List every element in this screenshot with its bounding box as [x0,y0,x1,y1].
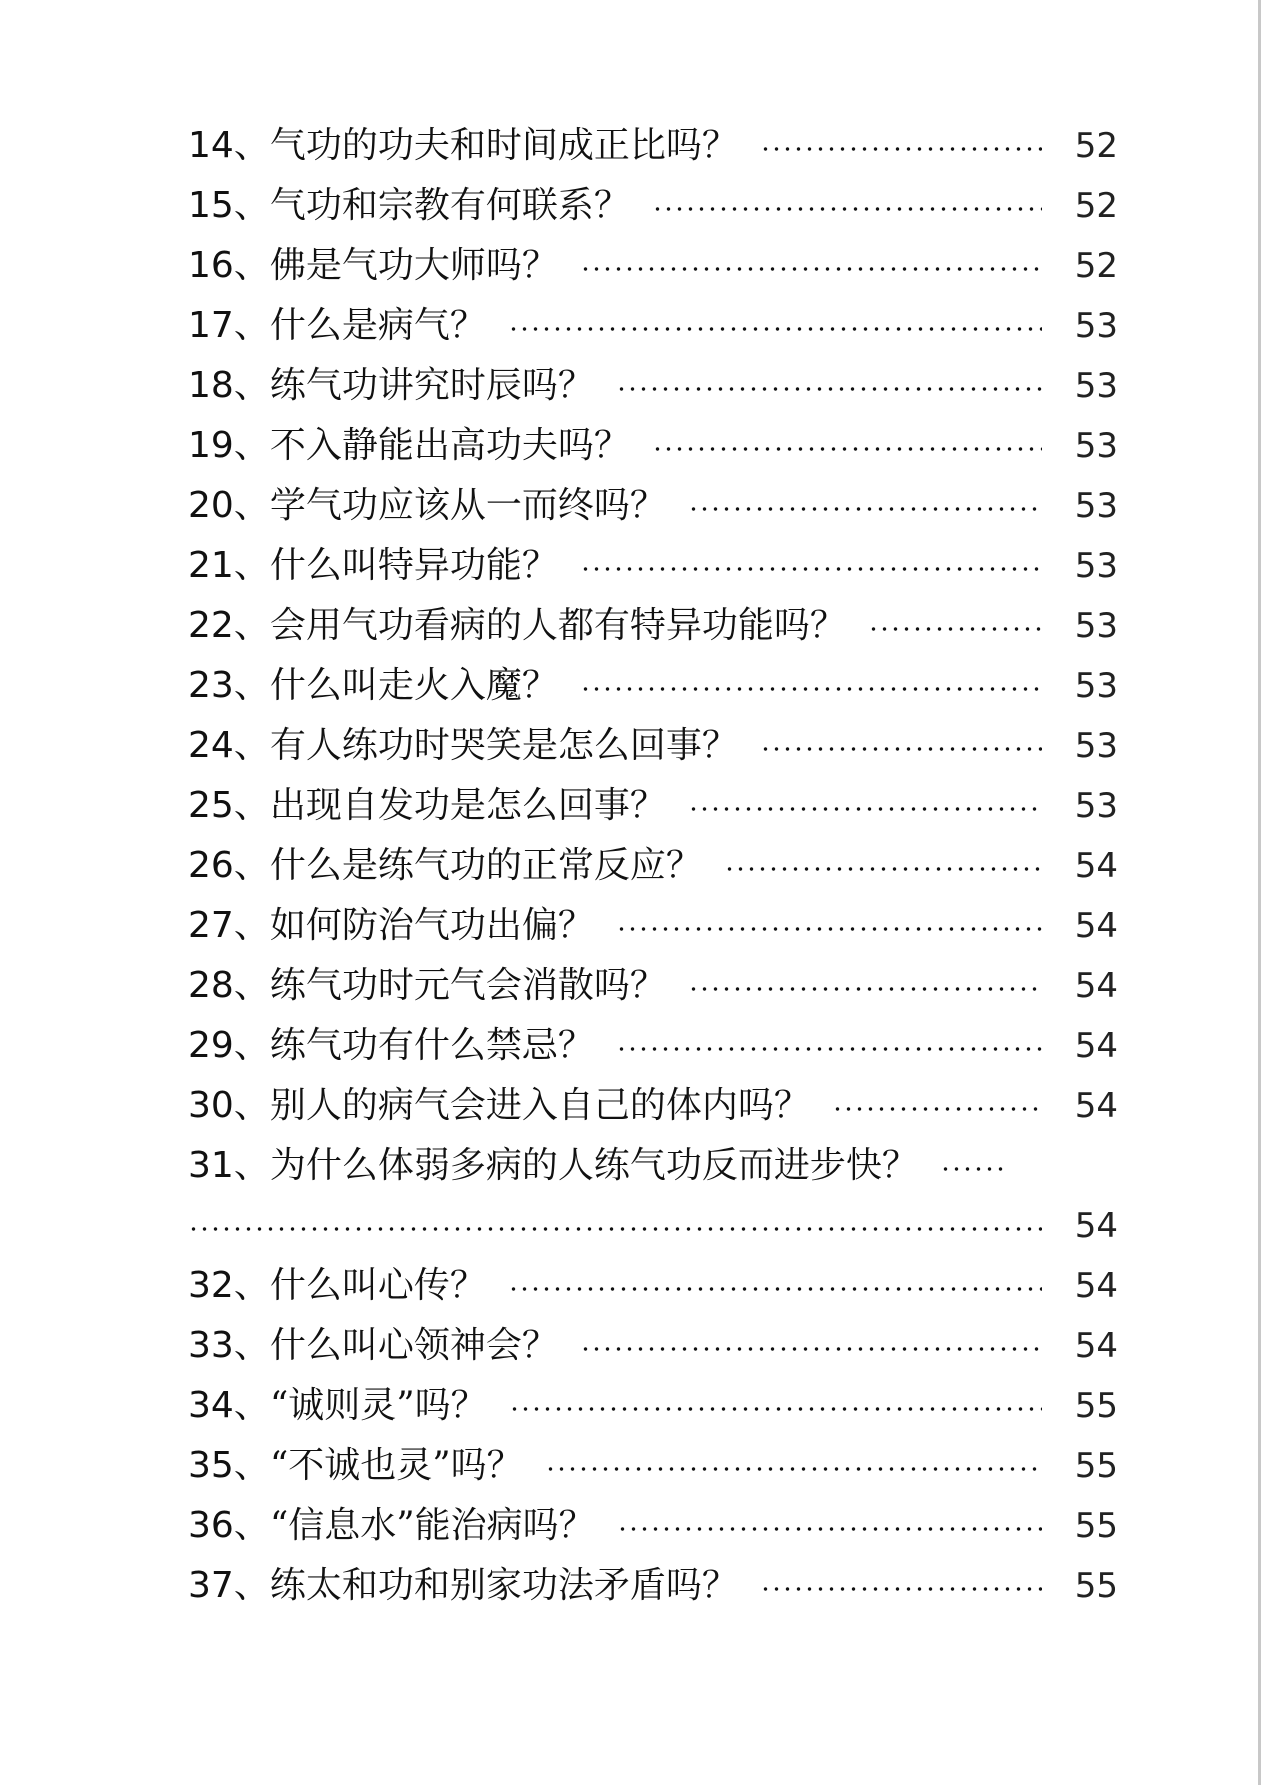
toc-entry-title: 、什么是病气？ [233,305,486,346]
dot-leader [580,236,1042,296]
toc-entry-number: 32 [188,1265,234,1306]
toc-entry-17[interactable] [188,296,1118,356]
dot-leader [509,1376,1042,1436]
toc-entry-26[interactable] [188,836,1118,896]
toc-entry-22[interactable] [188,596,1118,656]
toc-entry-title: 、“不诚也灵”吗？ [233,1445,523,1486]
toc-entry-page: 53 [1074,306,1118,346]
toc-entry-page: 53 [1074,486,1118,526]
dot-leader [508,296,1042,356]
toc-entry-page: 52 [1074,126,1118,166]
dot-leader [508,1256,1042,1316]
dot-leader [652,416,1042,476]
toc-entry-title: 、练太和功和别家功法矛盾吗？ [233,1565,738,1606]
toc-entry-16[interactable] [188,236,1118,296]
toc-entry-number: 14 [188,125,234,166]
dot-leader [868,596,1042,656]
toc-entry-page: 55 [1074,1386,1118,1426]
dot-leader [616,896,1042,956]
toc-entry-24[interactable] [188,716,1118,776]
toc-entry-number: 28 [188,965,234,1006]
toc-entry-title: 、什么是练气功的正常反应？ [233,845,702,886]
toc-entry-35[interactable] [188,1436,1118,1496]
toc-entry-14[interactable] [188,116,1118,176]
toc-entry-19[interactable] [188,416,1118,476]
dot-leader [616,1016,1042,1076]
toc-entry-number: 25 [188,785,234,826]
toc-entry-number: 20 [188,485,234,526]
toc-entry-number: 35 [188,1445,234,1486]
toc-entry-number: 24 [188,725,234,766]
toc-entry-page: 53 [1074,666,1118,706]
toc-entry-28[interactable] [188,956,1118,1016]
toc-entry-18[interactable] [188,356,1118,416]
toc-entry-32[interactable] [188,1256,1118,1316]
toc-entry-title: 、有人练功时哭笑是怎么回事？ [233,725,738,766]
toc-entry-title: 、佛是气功大师吗？ [233,245,558,286]
dot-leader [688,476,1042,536]
toc-entry-title: 、练气功有什么禁忌？ [233,1025,594,1066]
dot-leader [580,536,1042,596]
toc-entry-page: 52 [1074,186,1118,226]
toc-entry-27[interactable] [188,896,1118,956]
toc-entry-page: 55 [1074,1506,1118,1546]
toc-entry-title: 、如何防治气功出偏？ [233,905,594,946]
toc-entry-number: 22 [188,605,234,646]
dot-leader [760,716,1042,776]
toc-entry-34[interactable] [188,1376,1118,1436]
toc-entry-title: 、“信息水”能治病吗？ [233,1505,595,1546]
toc-entry-title: 、学气功应该从一而终吗？ [233,485,666,526]
toc-entry-title: 、什么叫心传？ [233,1265,486,1306]
toc-entry-title: 、“诚则灵”吗？ [233,1385,487,1426]
toc-entry-21[interactable] [188,536,1118,596]
toc-entry-20[interactable] [188,476,1118,536]
toc-entry-page: 52 [1074,246,1118,286]
toc-entry-page: 54 [1074,1086,1118,1126]
dot-leader [760,116,1042,176]
toc-entry-number: 33 [188,1325,234,1366]
toc-entry-29[interactable] [188,1016,1118,1076]
toc-entry-number: 30 [188,1085,234,1126]
toc-entry-number: 16 [188,245,234,286]
toc-entry-number: 21 [188,545,234,586]
toc-entry-page: 53 [1074,366,1118,406]
dot-leader [188,1196,1042,1256]
dot-leader [832,1076,1042,1136]
toc-entry-number: 37 [188,1565,234,1606]
dot-leader [940,1136,1006,1196]
toc-entry-page: 54 [1074,1326,1118,1366]
toc-entry-title: 、练气功讲究时辰吗？ [233,365,594,406]
dot-leader [688,776,1042,836]
dot-leader [616,356,1042,416]
toc-entry-number: 31 [188,1145,234,1186]
toc-entry-title: 、气功的功夫和时间成正比吗？ [233,125,738,166]
toc-entry-page: 54 [1074,966,1118,1006]
toc-entry-page: 54 [1074,1266,1118,1306]
toc-entry-number: 27 [188,905,234,946]
toc-entry-title: 、出现自发功是怎么回事？ [233,785,666,826]
toc-entry-number: 18 [188,365,234,406]
dot-leader [617,1496,1042,1556]
toc-entry-15[interactable] [188,176,1118,236]
toc-entry-page: 54 [1074,846,1118,886]
dot-leader [580,656,1042,716]
toc-entry-number: 17 [188,305,234,346]
dot-leader [688,956,1042,1016]
toc-entry-page: 54 [1074,1026,1118,1066]
toc-entry-36[interactable] [188,1496,1118,1556]
toc-entry-page: 53 [1074,786,1118,826]
toc-entry-page: 55 [1074,1446,1118,1486]
dot-leader [652,176,1042,236]
toc-entry-33[interactable] [188,1316,1118,1376]
toc-entry-title: 、会用气功看病的人都有特异功能吗？ [233,605,846,646]
toc-entry-page: 54 [1074,906,1118,946]
toc-entry-title: 、为什么体弱多病的人练气功反而进步快？ [233,1145,918,1186]
toc-entry-31[interactable] [188,1136,1118,1196]
dot-leader [580,1316,1042,1376]
toc-entry-title: 、别人的病气会进入自己的体内吗？ [233,1085,810,1126]
toc-entry-number: 36 [188,1505,234,1546]
toc-entry-page: 53 [1074,426,1118,466]
toc-entry-page: 54 [1074,1206,1118,1246]
toc-entry-37[interactable] [188,1556,1118,1616]
toc-entry-page: 55 [1074,1566,1118,1606]
toc-entry-number: 26 [188,845,234,886]
toc-entry-title: 、什么叫特异功能？ [233,545,558,586]
toc-entry-page: 53 [1074,606,1118,646]
dot-leader [545,1436,1042,1496]
toc-entry-number: 23 [188,665,234,706]
dot-leader [724,836,1042,896]
toc-entry-page: 53 [1074,726,1118,766]
toc-entry-title: 、什么叫心领神会？ [233,1325,558,1366]
toc-entry-31-continued[interactable] [188,1196,1118,1256]
toc-entry-number: 15 [188,185,234,226]
toc-entry-number: 19 [188,425,234,466]
toc-entry-page: 53 [1074,546,1118,586]
toc-entry-25[interactable] [188,776,1118,836]
toc-entry-number: 34 [188,1385,234,1426]
toc-entry-number: 29 [188,1025,234,1066]
toc-entry-title: 、气功和宗教有何联系？ [233,185,630,226]
toc-entry-title: 、什么叫走火入魔？ [233,665,558,706]
toc-entry-30[interactable] [188,1076,1118,1136]
dot-leader [760,1556,1042,1616]
table-of-contents [188,116,1118,1616]
toc-entry-title: 、练气功时元气会消散吗？ [233,965,666,1006]
toc-entry-title: 、不入静能出高功夫吗？ [233,425,630,466]
toc-entry-23[interactable] [188,656,1118,716]
